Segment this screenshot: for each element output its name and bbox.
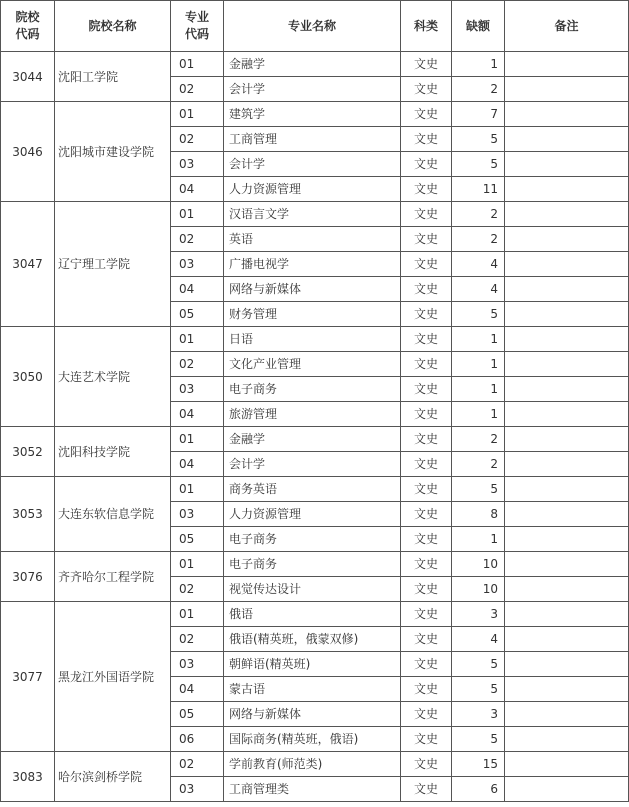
subject-category: 文史 [401, 202, 452, 227]
vacancy-count: 1 [452, 402, 505, 427]
major-code: 02 [171, 627, 224, 652]
subject-category: 文史 [401, 102, 452, 127]
major-name: 会计学 [224, 452, 401, 477]
remarks [505, 552, 629, 577]
major-name: 商务英语 [224, 477, 401, 502]
school-code: 3044 [1, 52, 55, 102]
major-code: 01 [171, 602, 224, 627]
major-name: 视觉传达设计 [224, 577, 401, 602]
vacancy-count: 4 [452, 627, 505, 652]
major-code: 04 [171, 177, 224, 202]
table-row [1, 602, 629, 627]
major-code: 03 [171, 152, 224, 177]
vacancy-count: 5 [452, 302, 505, 327]
major-name: 建筑学 [224, 102, 401, 127]
major-name: 学前教育(师范类) [224, 752, 401, 777]
school-code: 3050 [1, 327, 55, 427]
remarks [505, 402, 629, 427]
vacancy-count: 1 [452, 352, 505, 377]
vacancy-count: 2 [452, 227, 505, 252]
vacancy-count: 10 [452, 552, 505, 577]
subject-category: 文史 [401, 727, 452, 752]
header-major-name: 专业名称 [224, 1, 401, 52]
vacancy-count: 1 [452, 52, 505, 77]
remarks [505, 602, 629, 627]
major-code: 03 [171, 502, 224, 527]
remarks [505, 352, 629, 377]
major-code: 01 [171, 327, 224, 352]
remarks [505, 227, 629, 252]
major-name: 朝鲜语(精英班) [224, 652, 401, 677]
vacancy-count: 5 [452, 727, 505, 752]
vacancy-count: 5 [452, 127, 505, 152]
remarks [505, 627, 629, 652]
school-name: 哈尔滨剑桥学院 [55, 752, 171, 802]
vacancy-count: 5 [452, 652, 505, 677]
vacancy-count: 2 [452, 202, 505, 227]
vacancy-count: 5 [452, 477, 505, 502]
table-row [1, 427, 629, 452]
table-row [1, 202, 629, 227]
major-name: 人力资源管理 [224, 502, 401, 527]
subject-category: 文史 [401, 752, 452, 777]
remarks [505, 277, 629, 302]
major-name: 网络与新媒体 [224, 277, 401, 302]
major-code: 04 [171, 277, 224, 302]
major-code: 01 [171, 202, 224, 227]
vacancy-count: 10 [452, 577, 505, 602]
subject-category: 文史 [401, 427, 452, 452]
major-code: 01 [171, 427, 224, 452]
subject-category: 文史 [401, 477, 452, 502]
subject-category: 文史 [401, 777, 452, 802]
major-name: 广播电视学 [224, 252, 401, 277]
school-name: 沈阳科技学院 [55, 427, 171, 477]
vacancy-count: 1 [452, 527, 505, 552]
remarks [505, 152, 629, 177]
vacancy-count: 15 [452, 752, 505, 777]
subject-category: 文史 [401, 602, 452, 627]
subject-category: 文史 [401, 402, 452, 427]
remarks [505, 477, 629, 502]
major-name: 文化产业管理 [224, 352, 401, 377]
table-row [1, 752, 629, 777]
major-code: 03 [171, 252, 224, 277]
major-code: 02 [171, 352, 224, 377]
school-code: 3076 [1, 552, 55, 602]
major-name: 网络与新媒体 [224, 702, 401, 727]
major-code: 01 [171, 477, 224, 502]
subject-category: 文史 [401, 252, 452, 277]
major-code: 04 [171, 677, 224, 702]
major-name: 汉语言文学 [224, 202, 401, 227]
major-code: 05 [171, 302, 224, 327]
major-name: 电子商务 [224, 552, 401, 577]
major-code: 04 [171, 402, 224, 427]
vacancy-count: 1 [452, 327, 505, 352]
subject-category: 文史 [401, 527, 452, 552]
remarks [505, 252, 629, 277]
header-school-name: 院校名称 [55, 1, 171, 52]
table-row [1, 477, 629, 502]
major-code: 02 [171, 577, 224, 602]
vacancy-count: 4 [452, 277, 505, 302]
major-name: 旅游管理 [224, 402, 401, 427]
remarks [505, 377, 629, 402]
school-name: 黑龙江外国语学院 [55, 602, 171, 752]
remarks [505, 527, 629, 552]
major-name: 蒙古语 [224, 677, 401, 702]
table-header-row [1, 1, 629, 52]
header-category: 科类 [401, 1, 452, 52]
subject-category: 文史 [401, 227, 452, 252]
subject-category: 文史 [401, 77, 452, 102]
subject-category: 文史 [401, 302, 452, 327]
remarks [505, 702, 629, 727]
subject-category: 文史 [401, 702, 452, 727]
major-code: 01 [171, 552, 224, 577]
major-code: 05 [171, 702, 224, 727]
vacancy-count: 8 [452, 502, 505, 527]
subject-category: 文史 [401, 452, 452, 477]
major-name: 日语 [224, 327, 401, 352]
major-name: 金融学 [224, 52, 401, 77]
remarks [505, 177, 629, 202]
vacancy-count: 11 [452, 177, 505, 202]
major-name: 国际商务(精英班，俄语) [224, 727, 401, 752]
school-code: 3053 [1, 477, 55, 552]
major-code: 02 [171, 227, 224, 252]
major-name: 俄语 [224, 602, 401, 627]
major-code: 01 [171, 52, 224, 77]
major-name: 电子商务 [224, 377, 401, 402]
vacancy-count: 2 [452, 77, 505, 102]
school-name: 沈阳城市建设学院 [55, 102, 171, 202]
vacancy-count: 3 [452, 602, 505, 627]
subject-category: 文史 [401, 127, 452, 152]
school-name: 沈阳工学院 [55, 52, 171, 102]
vacancy-count: 5 [452, 677, 505, 702]
vacancy-count: 4 [452, 252, 505, 277]
remarks [505, 777, 629, 802]
vacancy-count: 5 [452, 152, 505, 177]
remarks [505, 677, 629, 702]
table-body [1, 52, 629, 802]
school-code: 3047 [1, 202, 55, 327]
school-code: 3083 [1, 752, 55, 802]
major-code: 03 [171, 377, 224, 402]
major-name: 会计学 [224, 77, 401, 102]
subject-category: 文史 [401, 327, 452, 352]
subject-category: 文史 [401, 577, 452, 602]
school-code: 3046 [1, 102, 55, 202]
major-name: 工商管理 [224, 127, 401, 152]
subject-category: 文史 [401, 502, 452, 527]
remarks [505, 652, 629, 677]
major-name: 工商管理类 [224, 777, 401, 802]
vacancy-count: 3 [452, 702, 505, 727]
remarks [505, 727, 629, 752]
major-name: 俄语(精英班，俄蒙双修) [224, 627, 401, 652]
major-code: 06 [171, 727, 224, 752]
vacancy-count: 6 [452, 777, 505, 802]
school-code: 3077 [1, 602, 55, 752]
table-row [1, 52, 629, 77]
remarks [505, 452, 629, 477]
remarks [505, 127, 629, 152]
school-code: 3052 [1, 427, 55, 477]
subject-category: 文史 [401, 177, 452, 202]
subject-category: 文史 [401, 377, 452, 402]
header-major-code: 专业 代码 [171, 1, 224, 52]
remarks [505, 77, 629, 102]
major-code: 03 [171, 652, 224, 677]
school-name: 大连东软信息学院 [55, 477, 171, 552]
header-remarks: 备注 [505, 1, 629, 52]
table-row [1, 327, 629, 352]
remarks [505, 302, 629, 327]
remarks [505, 577, 629, 602]
school-name: 大连艺术学院 [55, 327, 171, 427]
major-code: 03 [171, 777, 224, 802]
school-name: 齐齐哈尔工程学院 [55, 552, 171, 602]
remarks [505, 52, 629, 77]
vacancy-count: 7 [452, 102, 505, 127]
major-code: 01 [171, 102, 224, 127]
subject-category: 文史 [401, 277, 452, 302]
major-name: 电子商务 [224, 527, 401, 552]
vacancy-count: 2 [452, 452, 505, 477]
subject-category: 文史 [401, 627, 452, 652]
major-code: 02 [171, 752, 224, 777]
subject-category: 文史 [401, 152, 452, 177]
remarks [505, 202, 629, 227]
major-name: 英语 [224, 227, 401, 252]
major-code: 05 [171, 527, 224, 552]
vacancy-count: 1 [452, 377, 505, 402]
remarks [505, 427, 629, 452]
major-name: 人力资源管理 [224, 177, 401, 202]
remarks [505, 102, 629, 127]
subject-category: 文史 [401, 652, 452, 677]
school-name: 辽宁理工学院 [55, 202, 171, 327]
header-vacancies: 缺额 [452, 1, 505, 52]
major-name: 会计学 [224, 152, 401, 177]
subject-category: 文史 [401, 677, 452, 702]
vacancy-count: 2 [452, 427, 505, 452]
header-school-code: 院校 代码 [1, 1, 55, 52]
table-row [1, 552, 629, 577]
subject-category: 文史 [401, 352, 452, 377]
remarks [505, 752, 629, 777]
major-code: 02 [171, 127, 224, 152]
subject-category: 文史 [401, 52, 452, 77]
major-code: 04 [171, 452, 224, 477]
major-name: 财务管理 [224, 302, 401, 327]
remarks [505, 502, 629, 527]
table-row [1, 102, 629, 127]
major-name: 金融学 [224, 427, 401, 452]
remarks [505, 327, 629, 352]
subject-category: 文史 [401, 552, 452, 577]
major-code: 02 [171, 77, 224, 102]
